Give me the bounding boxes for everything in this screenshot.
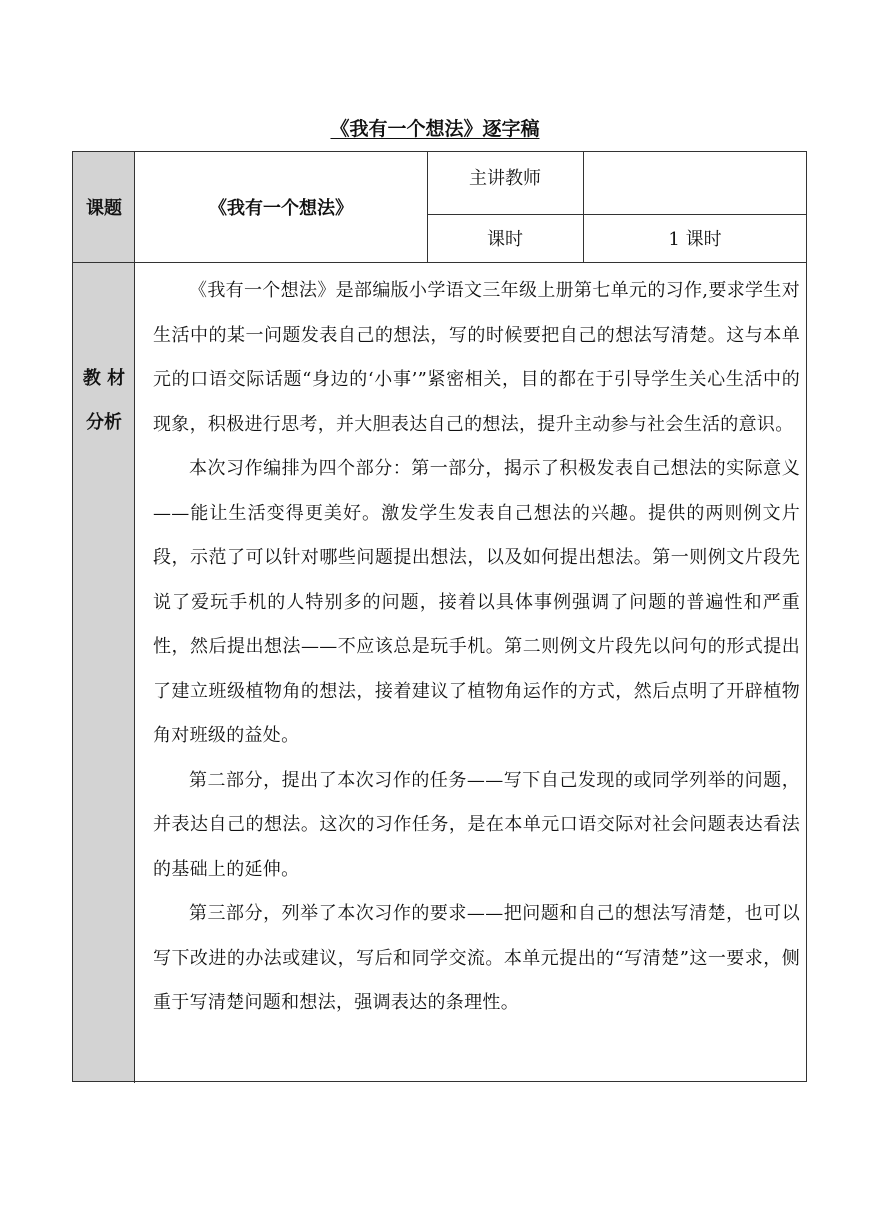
- grid-line: [583, 152, 584, 262]
- period-value: 1 课时: [668, 229, 722, 250]
- topic-label-cell: [73, 152, 135, 262]
- analysis-paragraph: 本次习作编排为四个部分：第一部分，揭示了积极发表自己想法的实际意义——能让生活变得更美好。激发学生发表自己想法的兴趣。提供的两则例文片段，示范了可以针对哪些问题提出想法，以及如何提出想法。第一则例文片段先说了爱玩手机的人特别多的问题，接着以具体事例强调了问题的普遍性和严重性，然后提出想法——不应该总是玩手机。第二则例文片段先以问句的形式提出了建立班级植物角的想法，接着建议了植物角运作的方式，然后点明了开辟植物角对班级的益处。: [153, 458, 800, 746]
- period-value-cell: [583, 214, 807, 262]
- analysis-paragraph: 第二部分，提出了本次习作的任务——写下自己发现的或同学列举的问题，并表达自己的想法。这次的习作任务，是在本单元口语交际对社会问题表达看法的基础上的延伸。: [153, 769, 800, 880]
- grid-line: [427, 152, 428, 262]
- topic-value: 《我有一个想法》: [209, 198, 353, 219]
- analysis-paragraph: 第三部分，列举了本次习作的要求——把问题和自己的想法写清楚，也可以写下改进的办法或建议，写后和同学交流。本单元提出的“写清楚”这一要求，侧重于写清楚问题和想法，强调表达的条理性。: [153, 903, 800, 1013]
- teacher-label: 主讲教师: [469, 168, 541, 189]
- grid-line: [134, 152, 135, 1083]
- teacher-value-cell[interactable]: [583, 152, 807, 214]
- analysis-label-line2: 分析: [86, 412, 122, 433]
- period-label: 课时: [487, 229, 523, 250]
- analysis-content: [145, 263, 807, 1081]
- lesson-table: [72, 151, 807, 1082]
- analysis-label-cell: [73, 263, 135, 1081]
- period-label-cell: [427, 214, 583, 262]
- analysis-row: [73, 263, 807, 1081]
- grid-line: [73, 262, 807, 263]
- document-title: [0, 114, 870, 141]
- teacher-label-cell: [427, 152, 583, 214]
- topic-value-cell: [135, 152, 427, 262]
- grid-line: [427, 214, 807, 215]
- analysis-label-line1: 教 材: [82, 368, 126, 389]
- topic-label: 课题: [86, 198, 122, 219]
- analysis-paragraph: 《我有一个想法》是部编版小学语文三年级上册第七单元的习作,要求学生对生活中的某一问题发表自己的想法，写的时候要把自己的想法写清楚。这与本单元的口语交际话题“身边的‘小事’”紧密相关，目的都在于引导学生关心生活中的现象，积极进行思考，并大胆表达自己的想法，提升主动参与社会生活的意识。: [153, 280, 800, 435]
- document-title-text: 《我有一个想法》逐字稿: [330, 118, 540, 140]
